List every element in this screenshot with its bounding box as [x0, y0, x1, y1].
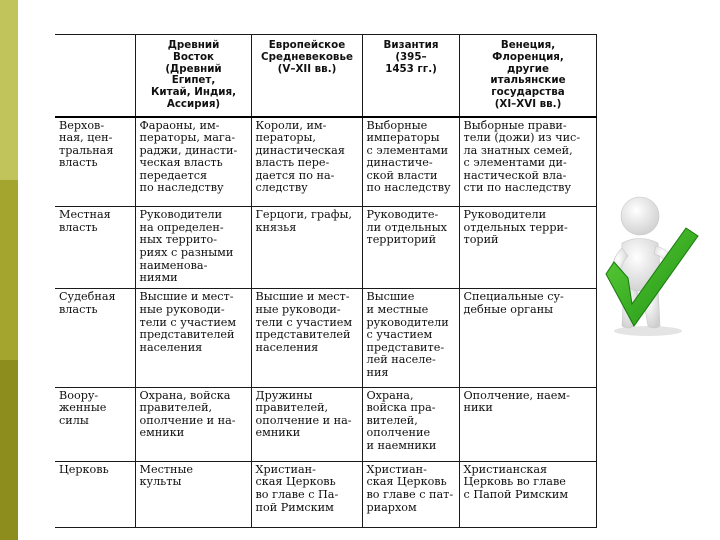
person-with-checkmark-illustration [600, 188, 708, 338]
table-cell: Христиан- ская Церковь во главе с Па- пой Римским [251, 461, 362, 527]
table-cell: Руководители на определен- ных террито- риях с разными наименова- ниями [135, 207, 251, 289]
row-header-armed-forces: Воору- женные силы [55, 387, 135, 461]
row-header-judicial-power: Судебная власть [55, 289, 135, 387]
header-cell-byzantium: Византия (395– 1453 гг.) [362, 35, 459, 117]
row-header-local-power: Местная власть [55, 207, 135, 289]
comparison-table [55, 34, 597, 528]
header-cell-european-middle-ages: Европейское Средневековье (V–XII вв.) [251, 35, 362, 117]
table-cell: Христианская Церковь во главе с Папой Римским [459, 461, 596, 527]
table-cell: Короли, им- ператоры, династическая власть пере- дается по на- следству [251, 117, 362, 207]
header-row [55, 35, 596, 117]
table-row [55, 387, 596, 461]
table-cell: Выборные императоры с элементами династиче- ской власти по наследству [362, 117, 459, 207]
table-cell: Руководите- ли отдельных территорий [362, 207, 459, 289]
person-with-checkmark-icon [600, 188, 708, 338]
table-cell: Христиан- ская Церковь во главе с пат- риархом [362, 461, 459, 527]
strip-segment-middle [0, 180, 18, 360]
row-header-central-power: Верхов- ная, цен- тральная власть [55, 117, 135, 207]
table-cell: Выборные прави- тели (дожи) из чис- ла знатных семей, с элементами ди- настической вла- сти по наследству [459, 117, 596, 207]
table-cell: Высшие и местные руководители с участием представите- лей населе- ния [362, 289, 459, 387]
table-cell: Охрана, войска пра- вителей, ополчение и наемники [362, 387, 459, 461]
header-cell-ancient-east: Древний Восток (Древний Египет, Китай, Индия, Ассирия) [135, 35, 251, 117]
table-cell: Специальные су- дебные органы [459, 289, 596, 387]
row-header-church: Церковь [55, 461, 135, 527]
table-row [55, 461, 596, 527]
table-cell: Ополчение, наем- ники [459, 387, 596, 461]
table-cell: Высшие и мест- ные руководи- тели с участием представителей населения [251, 289, 362, 387]
decorative-side-strip [0, 0, 18, 540]
table-cell: Герцоги, графы, князья [251, 207, 362, 289]
header-cell-italian-states: Венеция, Флоренция, другие итальянские государства (XI–XVI вв.) [459, 35, 596, 117]
table-row [55, 117, 596, 207]
table-cell: Дружины правителей, ополчение и на- емники [251, 387, 362, 461]
table-row [55, 289, 596, 387]
strip-segment-bottom [0, 360, 18, 540]
strip-segment-top [0, 0, 18, 180]
header-cell-empty [55, 35, 135, 117]
table-row [55, 207, 596, 289]
table-cell: Местные культы [135, 461, 251, 527]
table-cell: Фараоны, им- ператоры, мага- раджи, династи- ческая власть передается по наследству [135, 117, 251, 207]
table-cell: Руководители отдельных терри- торий [459, 207, 596, 289]
table-cell: Охрана, войска правителей, ополчение и на- емники [135, 387, 251, 461]
table-cell: Высшие и мест- ные руководи- тели с участием представителей населения [135, 289, 251, 387]
